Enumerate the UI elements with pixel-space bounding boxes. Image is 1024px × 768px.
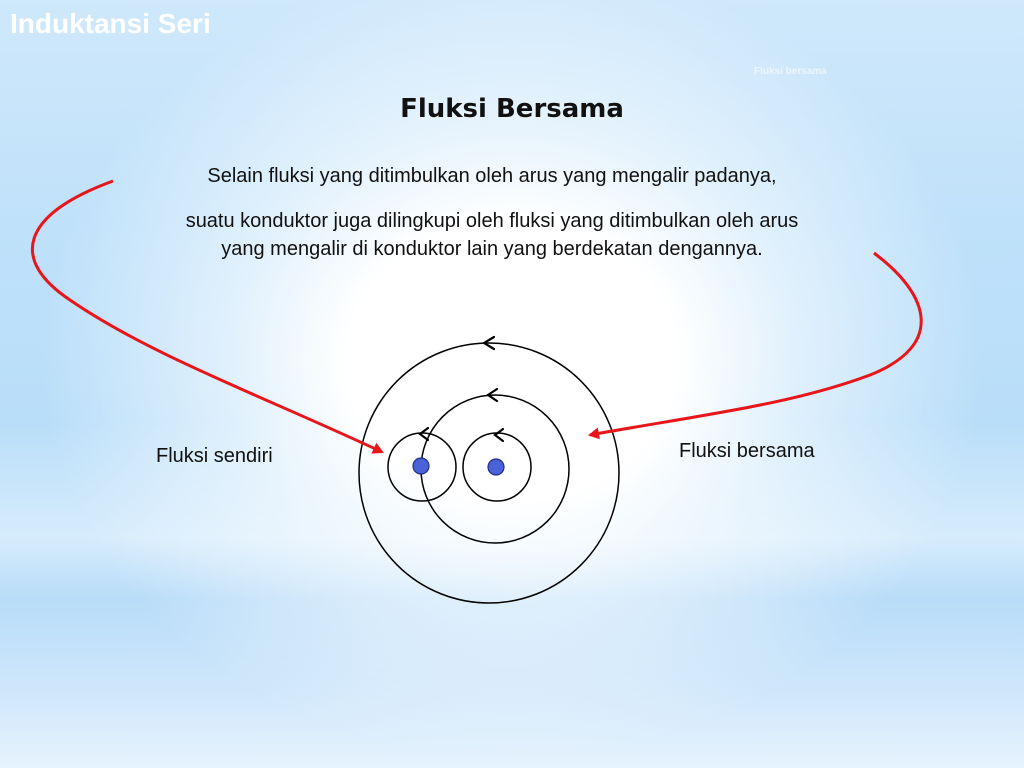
self-flux-label: Fluksi sendiri xyxy=(156,445,273,467)
paragraph-2-line-2: yang mengalir di konduktor lain yang berdekatan dengannya. xyxy=(221,238,763,260)
slide-title: Induktansi Seri xyxy=(10,8,211,39)
mutual-flux-label: Fluksi bersama xyxy=(679,440,815,462)
red-curved-arrow-icon xyxy=(590,253,921,435)
paragraph-2-line-1: suatu konduktor juga dilingkupi oleh fluksi yang ditimbulkan oleh arus xyxy=(185,210,799,232)
circle-arrow-icon xyxy=(495,429,503,441)
outer-mutual-flux-circle xyxy=(359,343,619,603)
conductor-dot-icon xyxy=(413,458,429,474)
red-curved-arrow-icon xyxy=(32,181,382,452)
page-heading: Fluksi Bersama xyxy=(400,94,624,124)
conductor-dot-icon xyxy=(488,459,504,475)
paragraph-1: Selain fluksi yang ditimbulkan oleh arus yang mengalir padanya, xyxy=(207,165,777,187)
watermark-text: Fluksi bersama xyxy=(754,66,827,77)
